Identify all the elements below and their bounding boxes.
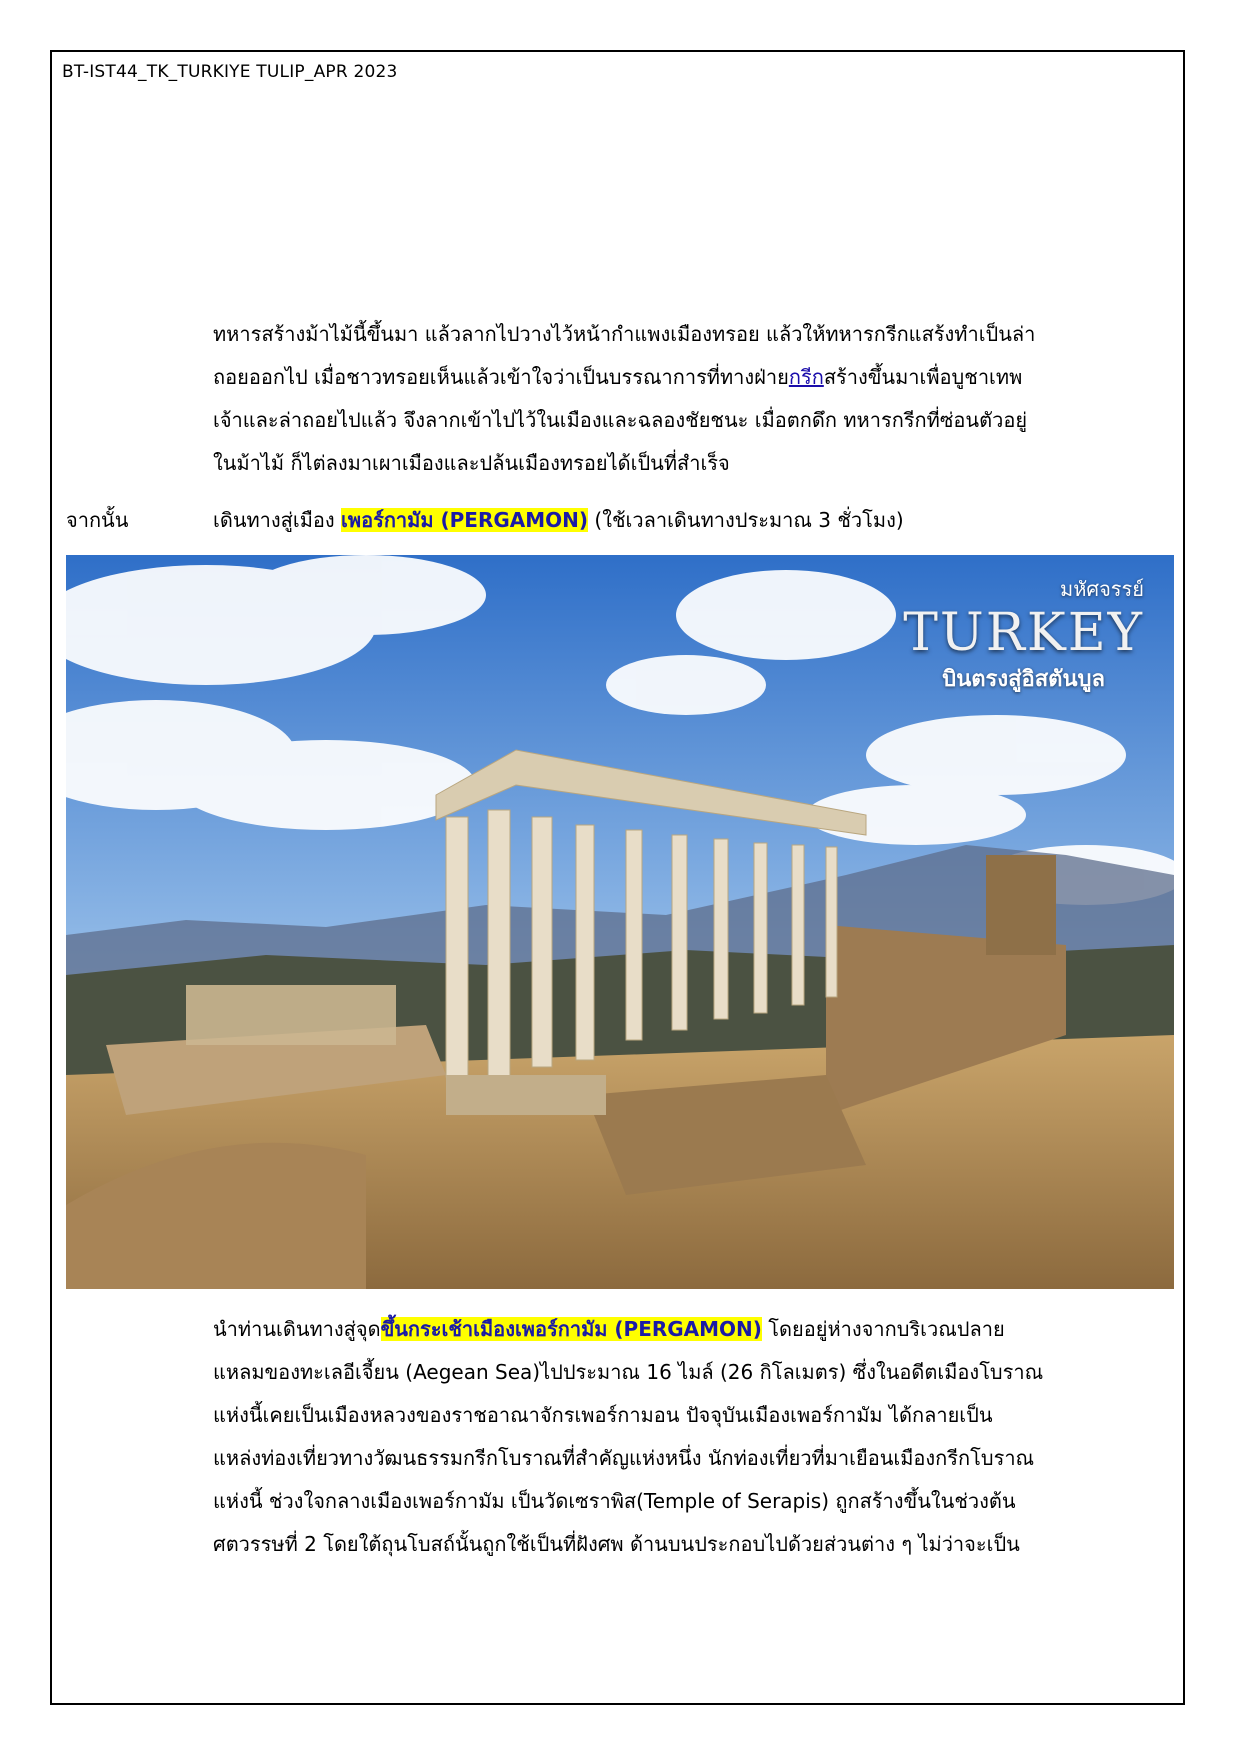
intro-line-2-text: ถอยออกไป เมื่อชาวทรอยเห็นแล้วเข้าใจว่าเป็นบรรณาการที่ทางฝ่าย [213, 365, 789, 389]
intro-line-2 [213, 356, 1178, 399]
greek-link[interactable]: กรีก [788, 365, 824, 389]
intro-line-4: ในม้าไม้ ก็ไต่ลงมาเผาเมืองและปล้นเมืองทรอยได้เป็นที่สำเร็จ [213, 451, 730, 475]
body-line-1 [213, 1308, 1178, 1351]
pergamon-temple-photo [66, 555, 1174, 1289]
brand-watermark [903, 573, 1144, 696]
intro-line-2-tail: สร้างขึ้นมาเพื่อบูชาเทพ [823, 365, 1023, 389]
body-line-1-tail: โดยอยู่ห่างจากบริเวณปลาย [761, 1317, 1005, 1341]
brand-title: TURKEY [903, 603, 1144, 663]
cable-car-highlight: ขึ้นกระเช้าเมืองเพอร์กามัม (PERGAMON) [380, 1317, 762, 1341]
itinerary-text [213, 504, 904, 536]
body-line-4: แหล่งท่องเที่ยวทางวัฒนธรรมกรีกโบราณที่สำคัญแห่งหนึ่ง นักท่องเที่ยวที่มาเยือนเมืองกรีกโบราณ [213, 1446, 1035, 1470]
intro-paragraph [213, 313, 1178, 485]
itinerary-label: จากนั้น [66, 508, 129, 532]
body-line-6: ศตวรรษที่ 2 โดยใต้ถุนโบสถ์นั้นถูกใช้เป็นที่ฝังศพ ด้านบนประกอบไปด้วยส่วนต่าง ๆ ไม่ว่าจะเป็น [213, 1532, 1020, 1556]
body-line-1-text: นำท่านเดินทางสู่จุด [213, 1317, 381, 1341]
brand-kicker: มหัศจรรย์ [1060, 577, 1144, 601]
brand-subtitle: บินตรงสู่อิสตันบูล [942, 667, 1105, 692]
document-code: BT-IST44_TK_TURKIYE TULIP_APR 2023 [62, 62, 398, 82]
itinerary-text-before: เดินทางสู่เมือง [213, 508, 342, 532]
intro-line-3: เจ้าและล่าถอยไปแล้ว จึงลากเข้าไปไว้ในเมืองและฉลองชัยชนะ เมื่อตกดึก ทหารกรีกที่ซ่อนตัวอยู่ [213, 408, 1028, 432]
intro-line-1: ทหารสร้างม้าไม้นี้ขึ้นมา แล้วลากไปวางไว้หน้ากำแพงเมืองทรอย แล้วให้ทหารกรีกแสร้งทำเป็นล่า [213, 322, 1036, 346]
body-line-3: แห่งนี้เคยเป็นเมืองหลวงของราชอาณาจักรเพอร์กามอน ปัจจุบันเมืองเพอร์กามัม ได้กลายเป็น [213, 1403, 993, 1427]
body-paragraph [213, 1308, 1178, 1566]
itinerary-text-after: (ใช้เวลาเดินทางประมาณ 3 ชั่วโมง) [588, 508, 904, 532]
body-line-5: แห่งนี้ ช่วงใจกลางเมืองเพอร์กามัม เป็นวัดเซราพิส(Temple of Serapis) ถูกสร้างขึ้นในช่วงต้น [213, 1489, 1016, 1513]
body-line-2: แหลมของทะเลอีเจี้ยน (Aegean Sea)ไปประมาณ 16 ไมล์ (26 กิโลเมตร) ซึ่งในอดีตเมืองโบราณ [213, 1360, 1044, 1384]
pergamon-highlight: เพอร์กามัม (PERGAMON) [341, 508, 589, 532]
